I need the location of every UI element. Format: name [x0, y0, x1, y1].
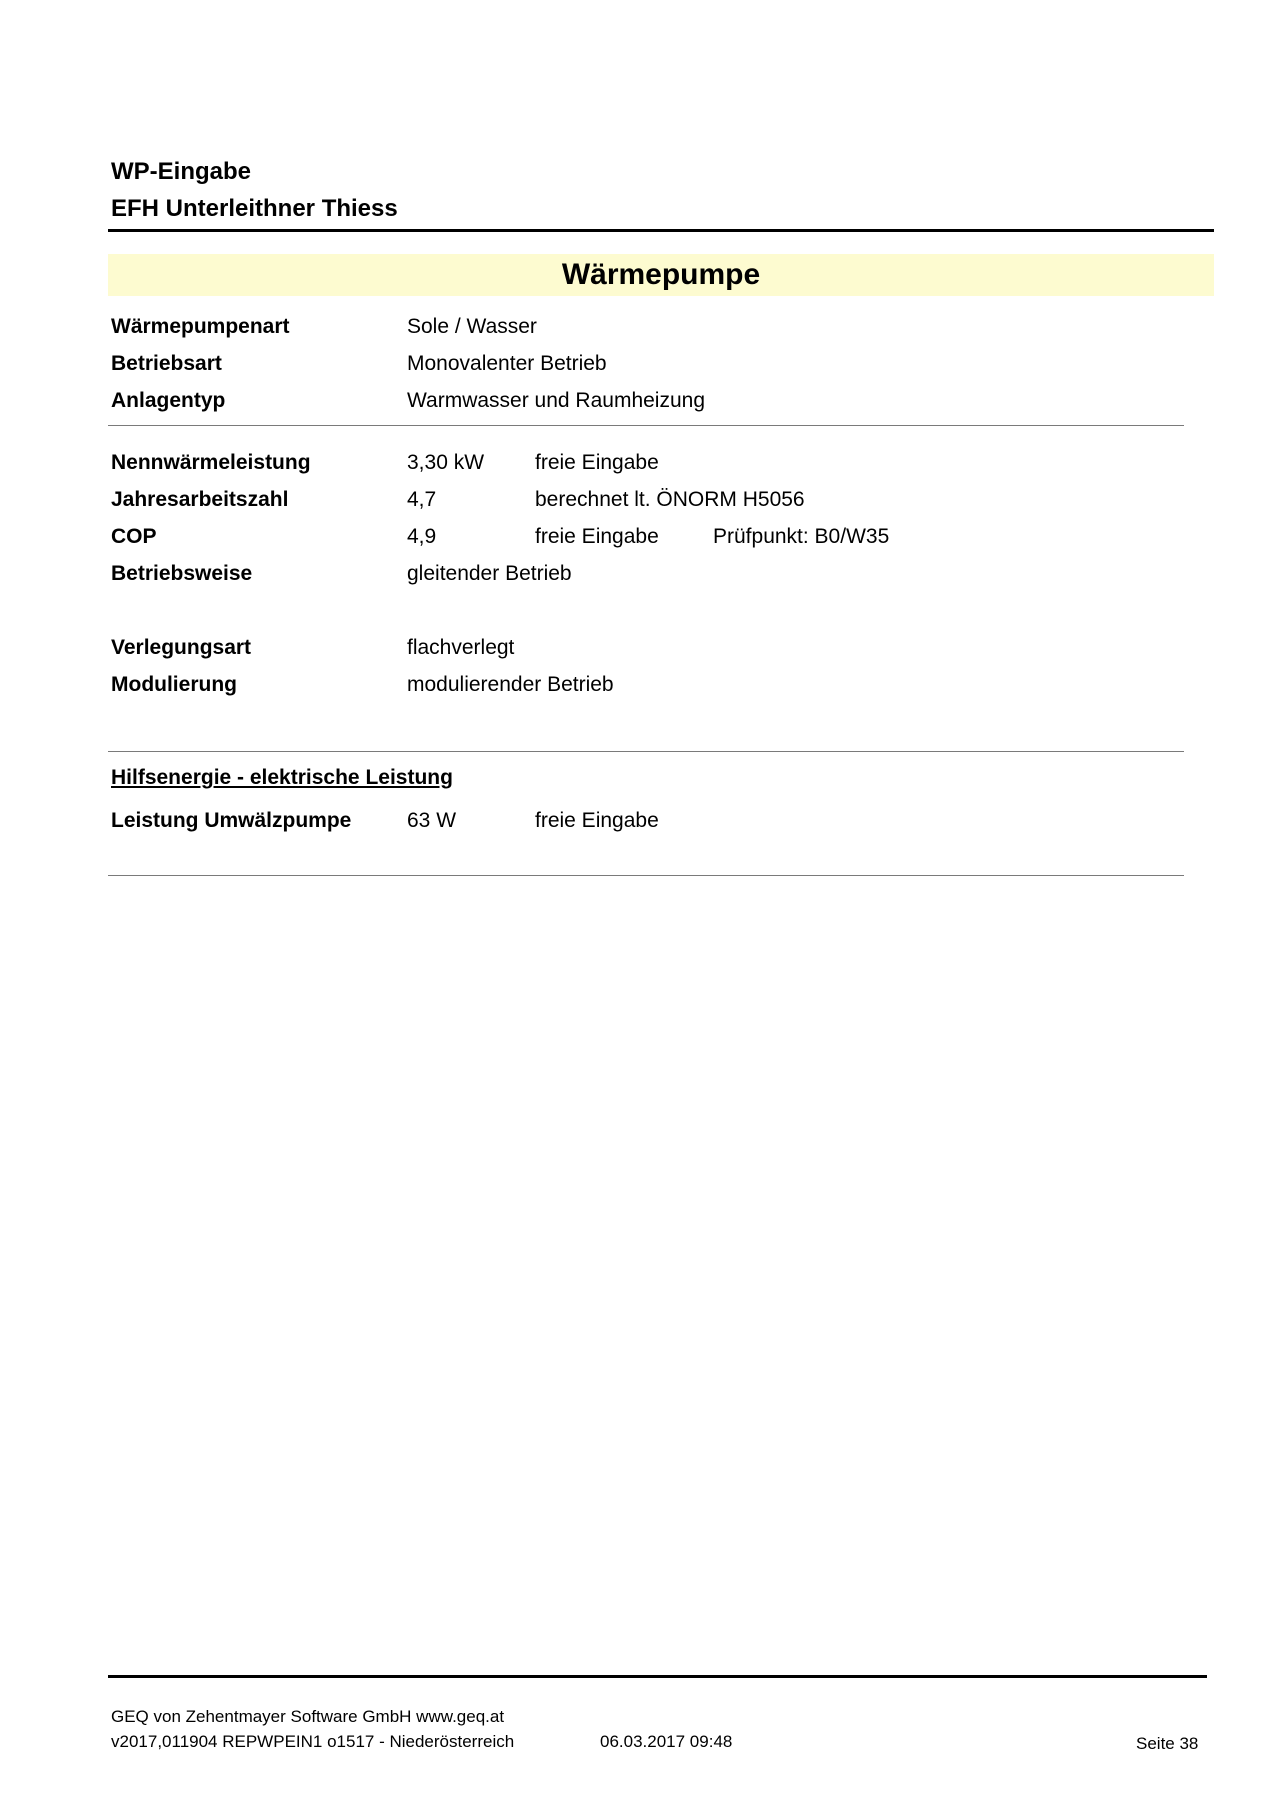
divider — [108, 425, 1184, 426]
field-label-nennwaermeleistung: Nennwärmeleistung — [111, 451, 311, 474]
field-label-waermepumpenart: Wärmepumpenart — [111, 315, 290, 338]
divider — [108, 875, 1184, 876]
field-label-betriebsart: Betriebsart — [111, 352, 222, 375]
field-value-leistung-umwaelzpumpe: 63 W — [407, 809, 457, 832]
footer-divider — [108, 1675, 1207, 1678]
document-title: WP-Eingabe — [111, 158, 252, 185]
field-label-anlagentyp: Anlagentyp — [111, 389, 226, 412]
field-value-cop: 4,9 — [407, 525, 437, 548]
field-label-modulierung: Modulierung — [111, 673, 237, 696]
footer-version: v2017,011904 REPWPEIN1 o1517 - Niederösterreich — [111, 1732, 515, 1751]
field-label-verlegungsart: Verlegungsart — [111, 636, 252, 659]
page-number: Seite 38 — [1136, 1734, 1199, 1753]
field-extra-cop: Prüfpunkt: B0/W35 — [713, 525, 890, 548]
field-label-leistung-umwaelzpumpe: Leistung Umwälzpumpe — [111, 809, 352, 832]
field-value-waermepumpenart: Sole / Wasser — [407, 315, 537, 338]
field-value-nennwaermeleistung: 3,30 kW — [407, 451, 485, 474]
field-label-cop: COP — [111, 525, 157, 548]
project-name: EFH Unterleithner Thiess — [111, 195, 398, 222]
field-note-nennwaermeleistung: freie Eingabe — [535, 451, 659, 474]
field-label-betriebsweise: Betriebsweise — [111, 562, 253, 585]
field-note-cop: freie Eingabe — [535, 525, 659, 548]
hilfsenergie-heading: Hilfsenergie - elektrische Leistung — [111, 766, 453, 789]
section-title: Wärmepumpe — [561, 258, 761, 291]
field-value-anlagentyp: Warmwasser und Raumheizung — [407, 389, 706, 412]
header-divider — [108, 229, 1214, 232]
field-value-modulierung: modulierender Betrieb — [407, 673, 614, 696]
field-note-jahresarbeitszahl: berechnet lt. ÖNORM H5056 — [535, 488, 805, 511]
field-value-jahresarbeitszahl: 4,7 — [407, 488, 437, 511]
field-value-verlegungsart: flachverlegt — [407, 636, 515, 659]
footer-datetime: 06.03.2017 09:48 — [600, 1732, 733, 1751]
field-note-leistung-umwaelzpumpe: freie Eingabe — [535, 809, 659, 832]
field-label-jahresarbeitszahl: Jahresarbeitszahl — [111, 488, 289, 511]
footer-company: GEQ von Zehentmayer Software GmbH www.geq.at — [111, 1707, 505, 1726]
divider — [108, 751, 1184, 752]
field-value-betriebsart: Monovalenter Betrieb — [407, 352, 607, 375]
field-value-betriebsweise: gleitender Betrieb — [407, 562, 572, 585]
